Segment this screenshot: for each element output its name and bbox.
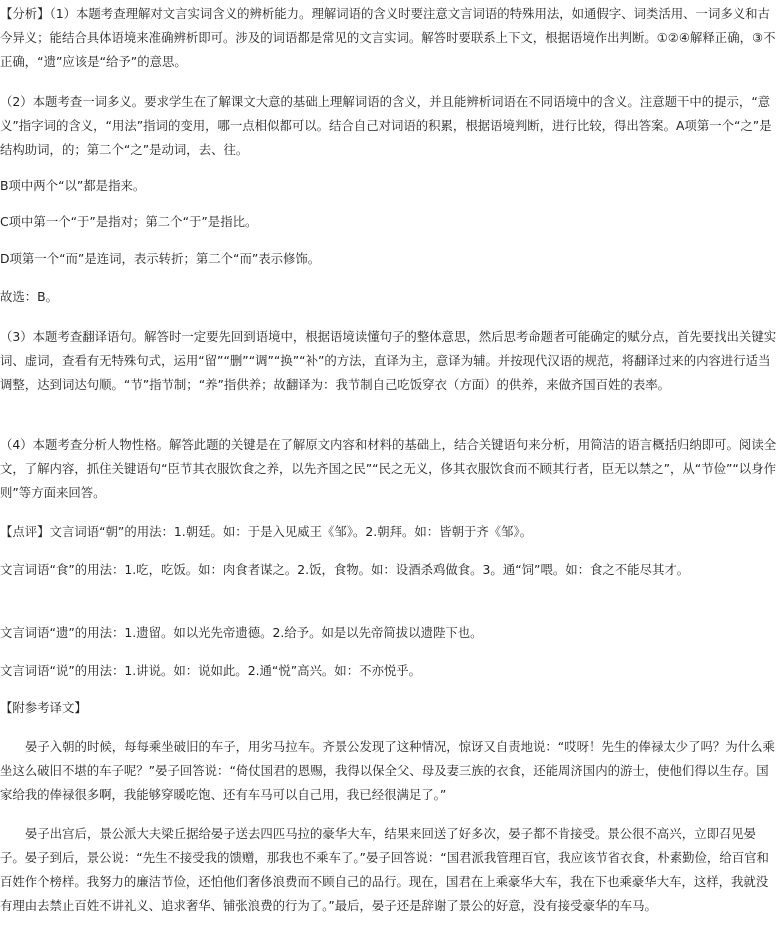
analysis-option-b: B项中两个“以”都是指来。 (0, 178, 146, 193)
analysis-answer: 故选：B。 (0, 289, 59, 304)
translation-heading: 【附参考译文】 (0, 700, 87, 715)
translation-paragraph-1: 晏子入朝的时候，每每乘坐破旧的车子，用劣马拉车。齐景公发现了这种情况，惊讶又自责地说：“哎呀！先生的俸禄太少了吗？为什么乘坐这么破旧不堪的车子呢？”晏子回答说：“倚仗国君的恩赐，我得以保全父、母及妻三族的衣食，还能周济国内的游士，使他们得以生存。国家给我的俸禄很多啊，我能够穿暖吃饱、还有车马可以自己用，我已经很满足了。” (0, 739, 775, 802)
analysis-paragraph-3: （3）本题考查翻译语句。解答时一定要先回到语境中，根据语境读懂句子的整体意思，然后思考命题者可能确定的赋分点，首先要找出关键实词、虚词，查看有无特殊句式，运用“留”“删”“调”“换”“补”的方法，直译为主，意译为辅。并按现代汉语的规范，将翻译过来的内容进行适当调整，达到词达句顺。“节”指节制；“养”指供养；故翻译为：我节制自己吃饭穿衣（方面）的供养，来做齐国百姓的表率。 (0, 329, 777, 392)
review-word-shuo: 文言词语“说”的用法：1.讲说。如：说如此。2.通“悦”高兴。如：不亦悦乎。 (0, 663, 422, 678)
analysis-option-c: C项中第一个“于”是指对；第二个“于”是指比。 (0, 214, 258, 229)
review-word-chao: 【点评】文言词语“朝”的用法：1.朝廷。如：于是入见威王《邹》。2.朝拜。如：皆朝于齐《邹》。 (0, 524, 533, 539)
analysis-paragraph-2: （2）本题考查一词多义。要求学生在了解课文大意的基础上理解词语的含义，并且能辨析词语在不同语境中的含义。注意题干中的提示，“意义”指字词的含义，“用法”指词的变用，哪一点相似都可以。结合自己对词语的积累，根据语境判断，进行比较，得出答案。A项第一个“之”是结构助词，的；第二个“之”是动词，去、往。 (0, 94, 772, 157)
review-word-shi: 文言词语“食”的用法：1.吃，吃饭。如：肉食者谋之。2.饭，食物。如：设酒杀鸡做食。3。通“饲”喂。如：食之不能尽其才。 (0, 562, 690, 577)
analysis-paragraph-1: 【分析】（1）本题考查理解对文言实词含义的辨析能力。理解词语的含义时要注意文言词语的特殊用法，如通假字、词类活用、一词多义和古今异义；能结合具体语境来准确辨析即可。涉及的词语都是常见的文言实词。解答时要联系上下文，根据语境作出判断。①②④解释正确，③不正确，“遗”应该是“给予”的意思。 (0, 6, 776, 69)
translation-paragraph-2: 晏子出宫后，景公派大夫梁丘据给晏子送去四匹马拉的豪华大车，结果来回送了好多次，晏子都不肯接受。景公很不高兴，立即召见晏子。晏子到后，景公说：“先生不接受我的馈赠，那我也不乘车了。”晏子回答说：“国君派我管理百官，我应该节省衣食，朴素勤俭，给百官和百姓作个榜样。我努力的廉洁节俭，还怕他们奢侈浪费而不顾自己的品行。现在，国君在上乘豪华大车，我在下也乘豪华大车，这样，我就没有理由去禁止百姓不讲礼义、追求奢华、铺张浪费的行为了。”最后，晏子还是辞谢了景公的好意，没有接受豪华的车马。 (0, 826, 769, 913)
analysis-option-d: D项第一个“而”是连词，表示转折；第二个“而”表示修饰。 (0, 251, 321, 266)
analysis-paragraph-4: （4）本题考查分析人物性格。解答此题的关键是在了解原文内容和材料的基础上，结合关键语句来分析，用简洁的语言概括归纳即可。阅读全文，了解内容，抓住关键语句“臣节其衣服饮食之养，以先齐国之民”“民之无义，侈其衣服饮食而不顾其行者，臣无以禁之”，从“节俭”“以身作则”等方面来回答。 (0, 437, 777, 500)
review-word-yi: 文言词语“遗”的用法：1.遗留。如以光先帝遗德。2.给予。如是以先帝简拔以遗陛下也。 (0, 625, 483, 640)
